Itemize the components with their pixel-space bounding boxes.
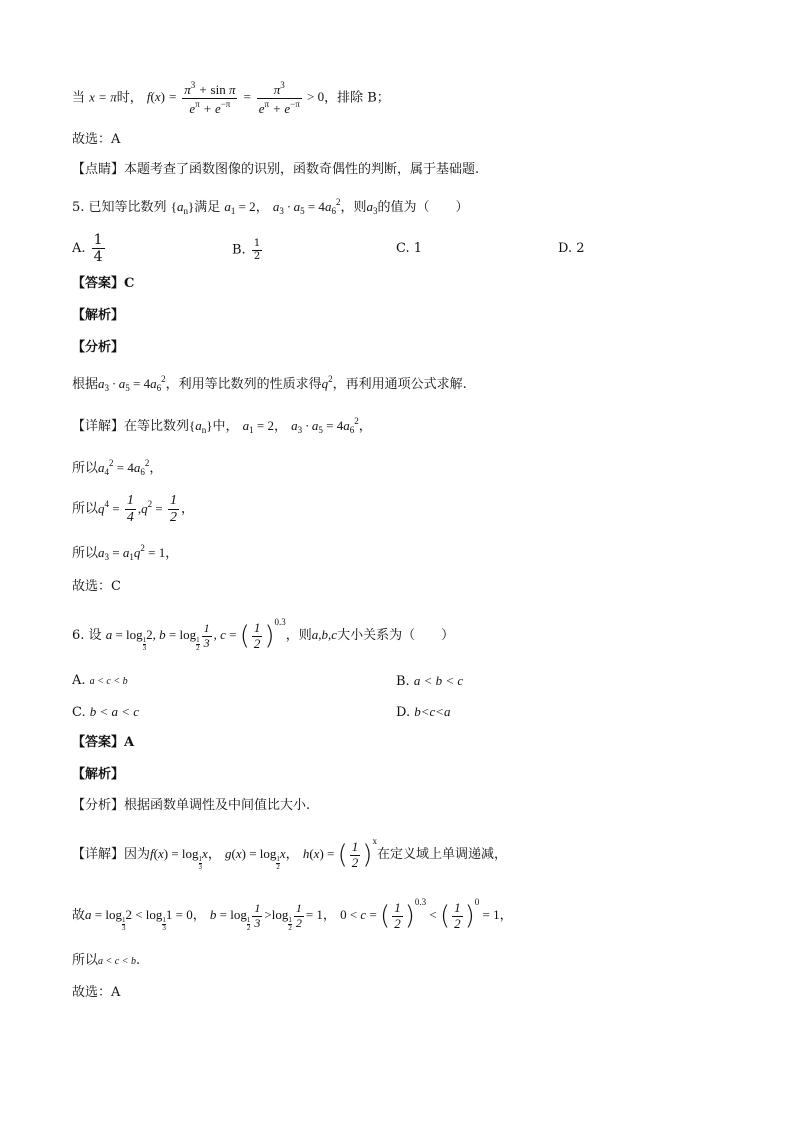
answer-6: 【答案】A <box>72 735 135 750</box>
formula: a = log $\frac{1}{3}$ 2 < log $\frac{1}{3}$ 1 = 0 <box>85 907 193 932</box>
xiangjie-5: 【详解】在等比数列$\{a_n\}$中， $a_1 = 2$， $a_3 \cdot a_5 = 4a_6^2$， <box>72 416 372 435</box>
answer-line: 故选：A <box>72 132 121 147</box>
formula: a,b,c <box>311 627 338 642</box>
formula: a = log $\frac{1}{3}$ 2, b = log $\frac{1}{2}$ $\frac{1}{3}$ , c = ( $\frac{1}{2}$ )$^{0.3}$ <box>105 617 286 652</box>
formula: h(x) = ( $\frac{1}{2}$ )$^x$ <box>302 836 377 871</box>
option-b[interactable]: B. a < b < c <box>396 673 464 689</box>
formula: x = π <box>89 89 117 105</box>
formula: $a_3$ <box>366 199 378 216</box>
analysis-5: 【解析】 <box>72 308 125 323</box>
analysis-6: 【解析】 <box>72 767 125 782</box>
formula: $\{a_n\}$ <box>189 418 213 435</box>
so-line-4: 所以a < c < b. <box>72 953 141 968</box>
option-d[interactable]: D. 2 <box>558 241 585 256</box>
formula: $q^4$ = $\frac{1}{4}$ $,q^2$ = $\frac{1}{2}$ <box>98 493 177 526</box>
option-c[interactable]: C. b < a < c <box>72 704 140 720</box>
formula: a < c < b <box>98 956 136 967</box>
formula: $a_3 \cdot a_5 = 4a_6^2$ <box>98 374 166 393</box>
question-6: 6. 设 a = log $\frac{1}{3}$ 2, b = log $\frac{1}{2}$ $\frac{1}{3}$ , c = ( $\frac{1}{2}$ )$^{0.3}$，则a,b,c大小关系为（ ） <box>72 617 455 652</box>
answer-5: 【答案】C <box>72 276 135 291</box>
option-c[interactable]: C. 1 <box>396 241 423 256</box>
formula: b = log $\frac{1}{2}$ $\frac{1}{3}$ >log $\frac{1}{2}$ $\frac{1}{2}$ = 1 <box>209 900 323 932</box>
line-formula-exclude-b: 当 x = π时， f(x) = $\frac{\pi^3 + \sin \pi}{e^\pi + e^{-\pi}}$ = $\frac{\pi^3}{e^\pi + e^{-\pi}}$ > 0，排除 B； <box>72 80 390 116</box>
formula: f(x) = log $\frac{1}{3}$ x <box>150 846 208 871</box>
formula-fx: f(x) = $\frac{\pi^3 + \sin \pi}{e^\pi + e^{-\pi}}$ = $\frac{\pi^3}{e^\pi + e^{-\pi}}$ > 0 <box>146 80 325 116</box>
formula: $a_1 = 2$ <box>242 418 275 435</box>
formula: $\{a_n\}$ <box>170 199 195 216</box>
question-5: 5. 已知等比数列 $\{a_n\}$满足 $a_1 = 2$， $a_3 \cdot a_5 = 4a_6^2$，则$a_3$的值为（ ） <box>72 197 469 216</box>
fenxi-5-text: 根据$a_3 \cdot a_5 = 4a_6^2$，利用等比数列的性质求得$q^2$，再利用通项公式求解. <box>72 374 467 393</box>
so-line-2: 所以$q^4$ = $\frac{1}{4}$ $,q^2$ = $\frac{1}{2}$ ， <box>72 493 194 526</box>
option-d[interactable]: D. b<c<a <box>396 704 451 720</box>
formula: g(x) = log $\frac{1}{2}$ x <box>224 846 286 871</box>
so-line-3: 所以$a_3 = a_1q^2 = 1$， <box>72 543 179 562</box>
answer-line-5: 故选：C <box>72 579 121 594</box>
formula: $q^2$ <box>321 374 333 391</box>
formula: $a_3 = a_1q^2 = 1$ <box>98 543 166 562</box>
formula: $a_3 \cdot a_5 = 4a_6^2$ <box>291 416 359 435</box>
option-a[interactable]: A. a < c < b <box>72 673 128 688</box>
so-line-1: 所以$a_4^2 = 4a_6^2$， <box>72 458 163 477</box>
xiangjie-6: 【详解】因为f(x) = log $\frac{1}{3}$ x， g(x) = log $\frac{1}{2}$ x， h(x) = ( $\frac{1}{2}$ )$^x$在定义域上单调递减， <box>72 836 507 871</box>
option-b[interactable]: B. $\frac{1}{2}$ <box>232 238 261 262</box>
comment-line: 【点睛】本题考查了函数图像的识别，函数奇偶性的判断，属于基础题. <box>72 162 480 177</box>
formula: $a_4^2 = 4a_6^2$ <box>98 458 150 477</box>
formula: $a_1 = 2$ <box>224 199 256 216</box>
option-a[interactable]: A. $\frac{1}{4}$ <box>72 232 103 266</box>
fenxi-5: 【分析】 <box>72 340 125 355</box>
gu-line: 故a = log $\frac{1}{3}$ 2 < log $\frac{1}{3}$ 1 = 0， b = log $\frac{1}{2}$ $\frac{1}{3}$ >log $\frac{1}{2}$ $\frac{1}{2}$ = 1， 0 < c = ( $\frac{1}{2}$ )$^{0.3}$ < ( $\frac{1}{2}$ )$^0$ = 1， <box>72 897 513 932</box>
fenxi-6: 【分析】根据函数单调性及中间值比大小. <box>72 798 311 813</box>
answer-line-6: 故选：A <box>72 985 121 1000</box>
formula: 0 < c = ( $\frac{1}{2}$ )$^{0.3}$ < ( $\frac{1}{2}$ )$^0$ = 1 <box>340 897 500 932</box>
formula: $a_3 \cdot a_5 = 4a_6^2$ <box>272 197 341 216</box>
